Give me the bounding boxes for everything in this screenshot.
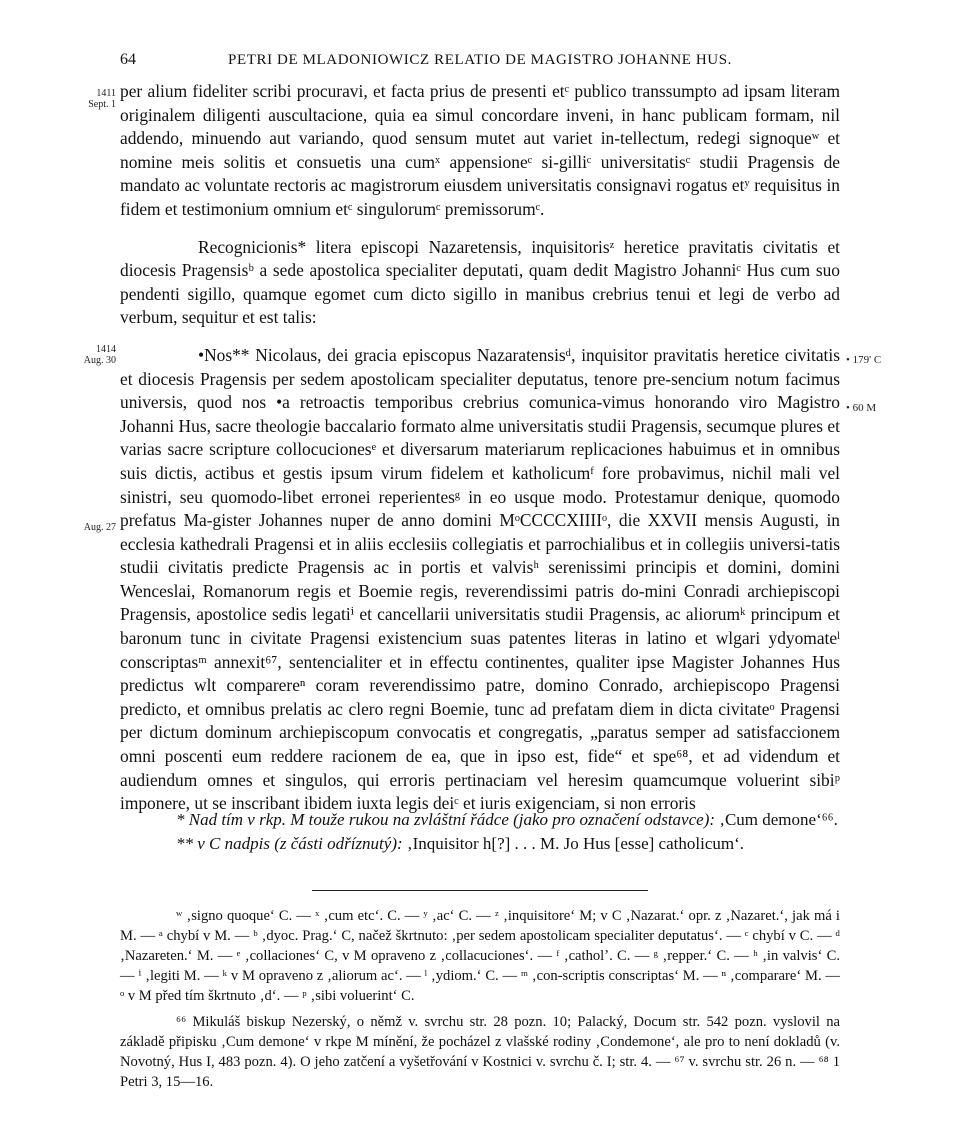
main-text <box>120 80 840 816</box>
apparatus-commentary: ⁶⁶ Mikuláš biskup Nezerský, o němž v. svrchu str. 28 pozn. 10; Palacký, Docum str. 542 pozn. vyslovil na základě připisku ‚Cum demone‘ v rkpe M mínění, že pocházel z vlašské rodiny ‚Condemone‘, ale pro to není dokladů (v. Novotný, Hus I, 483 pozn. 4). O jeho zatčení a vyšetřování v Kostnici v. svrchu č. I; str. 4. — ⁶⁷ v. svrchu str. 26 n. — ⁶⁸ 1 Petri 3, 15—16. <box>120 1014 840 1090</box>
footnote-rule <box>312 890 648 891</box>
critical-apparatus <box>120 906 840 1092</box>
margin-date-aug27: Aug. 27 <box>83 522 116 533</box>
margin-date-1411: 1411 Sept. 1 <box>88 88 116 110</box>
note-1-label: * Nad tím v rkp. M touže rukou na zvláštní řádce (jako pro označení odstavce): <box>176 810 716 829</box>
paragraph-3: •Nos** Nicolaus, dei gracia episcopus Nazaratensisᵈ, inquisitor pravitatis heretice civitatis et diocesis Pragensis per sedem apostolicam specialiter deputatus, tenore pre-sencium notum facimus universis, quod nos •a retroactis temporibus crebrius comunica-vimus honorando viro Magistro Johanni Hus, sacre theologie baccalario formato alme universitatis studii Pragensis, secumque plures et varias sacre scripture collocucionesᵉ et diversarum materiarum replicaciones habuimus et in omnibus suis dictis, actibus et gestis ipsum virum fidelem et katholicumᶠ fore probavimus, nichil mali vel sinistri, seu quomodo-libet erronei reperientesᵍ in eo usque modo. Protestamur denique, quomodo prefatus Ma-gister Johannes nuper de anno domini MᵒCCCCXIIIIᵒ, die XXVII mensis Augusti, in ecclesia kathedrali Pragensi et in aliis ecclesiis collegiatis et parrochialibus et in collegiis universi-tatis studii civitatis predicte Pragensis ac in portis et valvisʰ serenissimi principis et domini, domini Wenceslai, Romanorum regis et Boemie regis, reverendissimi patris do-mini Conradi archiepiscopi Pragensis, apostolice sedis legatiⁱ et cancellarii universitatis studii Pragensis, ac aliorumᵏ principum et baronum tunc in civitate Pragensi existencium suas patentes literas in latino et wlgari ydyomateˡ conscriptasᵐ annexit⁶⁷, sentencialiter et in effectu continentes, qualiter ipse Magister Johannes Hus predictus wlt comparereⁿ coram reverendissimo patre, domino Conrado, archiepiscopo Pragensi predicto, et omnibus prelatis ac clero regni Boemie, tunc ad prefatam diem in dicta civitateᵒ Pragensi per dictum dominum archiepiscopum convocatis et congregatis, „paratus semper ad satisfaccionem omni poscenti eum reddere racionem de ea, que in ipso est, fide“ et spe⁶⁸, et ad videndum et audiendum omnes et singulos, qui erroris pertinaciam vel heresim quamcumque voluerint sibiᵖ imponere, ut se inscribant ibidem iuxta legis deiᶜ et iuris exigenciam, si non erroris <box>120 344 840 814</box>
page-number: 64 <box>120 51 136 68</box>
margin-date-1414: 1414 Aug. 30 <box>83 344 116 366</box>
text-notes <box>120 808 840 855</box>
margin-folio-179c: • 179' C <box>846 354 882 366</box>
apparatus-variants: ʷ ‚signo quoque‘ C. — ˣ ‚cum etc‘. C. — ʸ ‚ac‘ C. — ᶻ ‚inquisitore‘ M; v C ‚Nazarat.‘ opr. z ‚Nazaret.‘, jak má i M. — ᵃ chybí v M. — ᵇ ‚dyoc. Prag.‘ C, načež škrtnuto: ‚per sedem apostolicam specialiter deputatus‘. — ᶜ chybí v C. — ᵈ ‚Nazareten.‘ M. — ᵉ ‚collaciones‘ C, v M opraveno z ‚collacuciones‘. — ᶠ ‚catholʼ. C. — ᵍ ‚repper.‘ C. — ʰ ‚in valvis‘ C. — ⁱ ‚legiti M. — ᵏ v M opraveno z ‚aliorum ac‘. — ˡ ‚ydiom.‘ C. — ᵐ ‚con-scriptis conscriptas‘ M. — ⁿ ‚comparare‘ M. — ᵒ v M před tím škrtnuto ‚d‘. — ᵖ ‚sibi voluerint‘ C. <box>120 908 840 1004</box>
note-1 <box>120 808 840 832</box>
note-2 <box>120 832 840 856</box>
running-head <box>120 48 840 72</box>
note-1-text: ‚Cum demone‘⁶⁶. <box>719 810 838 829</box>
margin-folio-60m: • 60 M <box>846 402 877 414</box>
paragraph-2: Recognicionis* litera episcopi Nazaretensis, inquisitorisᶻ heretice pravitatis civitatis et diocesis Pragensisᵇ a sede apostolica specialiter deputati, quam dedit Magistro Johanniᶜ Hus cum suo pendenti sigillo, quamque egomet cum dicto sigillo in manibus crebrius tenui et legi de verbo ad verbum, sequitur et est talis: <box>120 236 840 328</box>
note-2-label: ** v C nadpis (z části odříznutý): <box>176 833 403 853</box>
running-title: PETRI DE MLADONIOWICZ RELATIO DE MAGISTRO JOHANNE HUS. <box>228 52 733 68</box>
note-2-text: ‚Inquisitor h[?] . . . M. Jo Hus [esse] catholicum‘. <box>406 833 745 853</box>
paragraph-1: per alium fideliter scribi procuravi, et facta prius de presenti etᶜ publico transsumpto ad ipsam literam originalem diligenti auscultacione, quia ea simul concordare inveni, in hanc publicam formam, nil addendo, minuendo aut variando, quod sensum mutet aut variet in-tellectum, redegi signoqueʷ et nomine meis solitis et consuetis una cumˣ appensioneᶜ si-gilliᶜ universitatisᶜ studii Pragensis de mandato ac voluntate rectoris ac magistrorum eiusdem universitatis consignavi rogatus etʸ requisitus in fidem et testimonium omnium etᶜ singulorumᶜ premissorumᶜ. <box>120 81 840 219</box>
